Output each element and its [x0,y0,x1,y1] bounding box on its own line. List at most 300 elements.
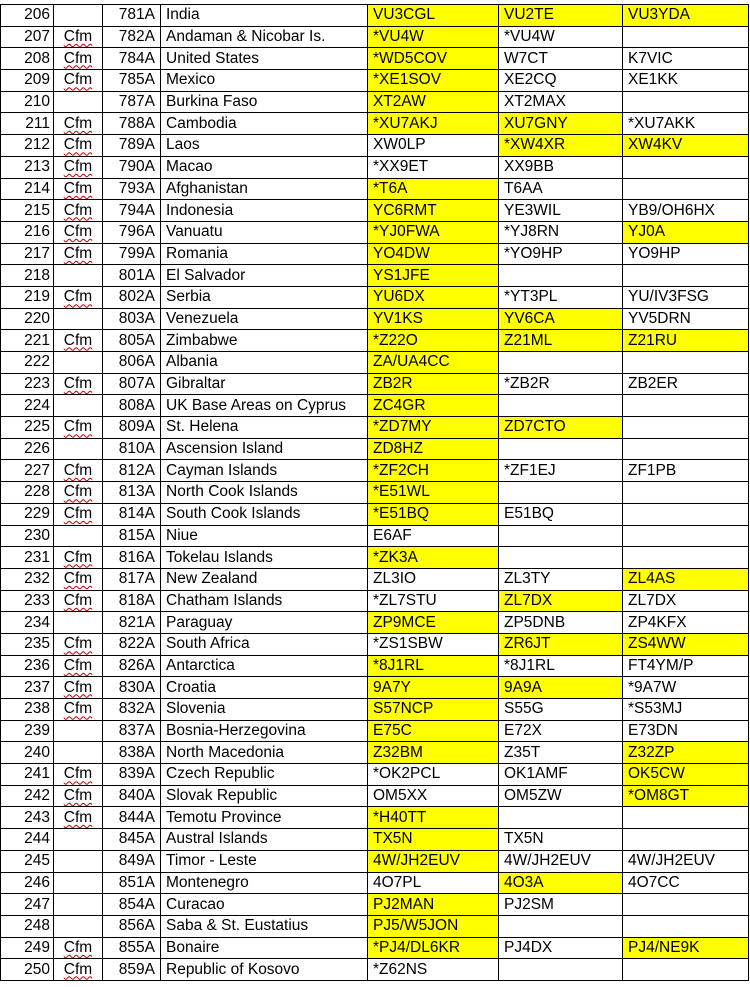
entity-number-cell: 247 [1,894,54,916]
table-row [1,764,749,786]
callsign-cell-2: E51BQ [499,503,623,525]
prefix-code-cell: 814A [103,503,161,525]
prefix-code-cell: 851A [103,872,161,894]
entity-name-cell: Vanuatu [161,221,368,243]
table-row [1,525,749,547]
callsign-cell-1: YV1KS [368,308,499,330]
prefix-code-cell: 832A [103,699,161,721]
entity-number-cell: 248 [1,915,54,937]
callsign-cell-3 [623,178,749,200]
entity-number-cell: 228 [1,482,54,504]
prefix-code-cell: 808A [103,395,161,417]
callsign-cell-2: W7CT [499,48,623,70]
confirmed-mark: Cfm [63,505,93,523]
callsign-cell-3: YU/IV3FSG [623,286,749,308]
entity-number-cell: 233 [1,590,54,612]
table-row [1,438,749,460]
entity-number-cell: 244 [1,829,54,851]
table-row [1,829,749,851]
table-row [1,872,749,894]
callsign-cell-2: T6AA [499,178,623,200]
entity-name-cell: Austral Islands [161,829,368,851]
callsign-cell-3 [623,265,749,287]
entity-number-cell: 215 [1,200,54,222]
entity-name-cell: North Cook Islands [161,482,368,504]
prefix-code-cell: 789A [103,135,161,157]
callsign-cell-1: YO4DW [368,243,499,265]
callsign-cell-1: *ZF2CH [368,460,499,482]
callsign-cell-3: *9A7W [623,677,749,699]
callsign-cell-2: *ZF1EJ [499,460,623,482]
confirmed-mark: Cfm [63,71,93,89]
callsign-cell-2: ZP5DNB [499,612,623,634]
callsign-cell-2: VU2TE [499,5,623,27]
callsign-cell-2 [499,438,623,460]
callsign-cell-2: 4W/JH2EUV [499,850,623,872]
entity-name-cell: New Zealand [161,568,368,590]
prefix-code-cell: 821A [103,612,161,634]
callsign-cell-1: ZL3IO [368,568,499,590]
callsign-cell-3 [623,395,749,417]
entity-number-cell: 249 [1,937,54,959]
confirmed-cell [54,113,103,135]
table-row [1,915,749,937]
confirmed-cell [54,525,103,547]
confirmed-mark: Cfm [63,960,93,978]
callsign-cell-1: *E51WL [368,482,499,504]
entity-number-cell: 230 [1,525,54,547]
entity-name-cell: El Salvador [161,265,368,287]
callsign-cell-2: XT2MAX [499,91,623,113]
table-row [1,785,749,807]
callsign-cell-3: ZL7DX [623,590,749,612]
prefix-code-cell: 830A [103,677,161,699]
callsign-cell-2: *YT3PL [499,286,623,308]
prefix-code-cell: 845A [103,829,161,851]
table-body [1,5,749,981]
callsign-cell-2: 9A9A [499,677,623,699]
entity-number-cell: 210 [1,91,54,113]
entity-name-cell: North Macedonia [161,742,368,764]
entity-name-cell: Czech Republic [161,764,368,786]
callsign-cell-2: TX5N [499,829,623,851]
entity-name-cell: UK Base Areas on Cyprus [161,395,368,417]
confirmed-mark: Cfm [63,787,93,805]
callsign-cell-1: VU3CGL [368,5,499,27]
callsign-cell-1: YU6DX [368,286,499,308]
callsign-cell-1: *XU7AKJ [368,113,499,135]
table-row [1,894,749,916]
callsign-cell-2: S55G [499,699,623,721]
entity-number-cell: 245 [1,850,54,872]
prefix-code-cell: 816A [103,547,161,569]
callsign-cell-3: *OM8GT [623,785,749,807]
entity-number-cell: 237 [1,677,54,699]
prefix-code-cell: 799A [103,243,161,265]
callsign-cell-3: YB9/OH6HX [623,200,749,222]
prefix-code-cell: 794A [103,200,161,222]
entity-name-cell: Indonesia [161,200,368,222]
prefix-code-cell: 796A [103,221,161,243]
callsign-cell-1: *PJ4/DL6KR [368,937,499,959]
entity-number-cell: 217 [1,243,54,265]
callsign-cell-3 [623,894,749,916]
callsign-cell-2: *ZB2R [499,373,623,395]
prefix-code-cell: 840A [103,785,161,807]
prefix-code-cell: 838A [103,742,161,764]
callsign-cell-3 [623,438,749,460]
entity-number-cell: 224 [1,395,54,417]
callsign-cell-3: OK5CW [623,764,749,786]
callsign-cell-1: S57NCP [368,699,499,721]
confirmed-cell [54,633,103,655]
callsign-cell-3 [623,959,749,981]
confirmed-cell [54,243,103,265]
entity-number-cell: 222 [1,352,54,374]
prefix-code-cell: 782A [103,26,161,48]
entity-number-cell: 206 [1,5,54,27]
callsign-cell-3 [623,352,749,374]
confirmed-mark: Cfm [63,114,93,132]
callsign-cell-3: PJ4/NE9K [623,937,749,959]
entity-name-cell: Slovak Republic [161,785,368,807]
entity-number-cell: 211 [1,113,54,135]
confirmed-mark: Cfm [63,461,93,479]
table-row [1,26,749,48]
callsign-cell-3: ZL4AS [623,568,749,590]
confirmed-mark: Cfm [63,635,93,653]
confirmed-mark: Cfm [63,808,93,826]
entity-name-cell: Gibraltar [161,373,368,395]
entity-name-cell: Curacao [161,894,368,916]
prefix-code-cell: 837A [103,720,161,742]
prefix-code-cell: 813A [103,482,161,504]
callsign-cell-2 [499,352,623,374]
prefix-code-cell: 793A [103,178,161,200]
callsign-cell-3: VU3YDA [623,5,749,27]
confirmed-cell [54,612,103,634]
confirmed-cell [54,677,103,699]
entity-number-cell: 212 [1,135,54,157]
callsign-cell-1: E75C [368,720,499,742]
callsign-cell-2: Z35T [499,742,623,764]
prefix-code-cell: 806A [103,352,161,374]
entity-number-cell: 218 [1,265,54,287]
confirmed-mark: Cfm [63,548,93,566]
table-row [1,5,749,27]
callsign-cell-3 [623,482,749,504]
table-row [1,655,749,677]
entity-name-cell: Saba & St. Eustatius [161,915,368,937]
entity-name-cell: Macao [161,156,368,178]
callsign-cell-3: Z21RU [623,330,749,352]
confirmed-cell [54,590,103,612]
confirmed-cell [54,937,103,959]
callsign-cell-2: *YJ8RN [499,221,623,243]
entity-number-cell: 227 [1,460,54,482]
confirmed-mark: Cfm [63,570,93,588]
confirmed-cell [54,655,103,677]
table-row [1,612,749,634]
confirmed-cell [54,178,103,200]
entity-number-cell: 246 [1,872,54,894]
callsign-cell-3: FT4YM/P [623,655,749,677]
prefix-code-cell: 788A [103,113,161,135]
entity-number-cell: 250 [1,959,54,981]
prefix-code-cell: 856A [103,915,161,937]
callsign-cell-2 [499,959,623,981]
callsign-cell-1: 4W/JH2EUV [368,850,499,872]
entity-number-cell: 234 [1,612,54,634]
table-row [1,265,749,287]
callsign-cell-3: ZF1PB [623,460,749,482]
prefix-code-cell: 854A [103,894,161,916]
callsign-cell-1: 9A7Y [368,677,499,699]
callsign-cell-1: XT2AW [368,91,499,113]
callsign-cell-1: *ZS1SBW [368,633,499,655]
callsign-cell-1: Z32BM [368,742,499,764]
confirmed-cell [54,568,103,590]
entity-name-cell: Andaman & Nicobar Is. [161,26,368,48]
entity-name-cell: Chatham Islands [161,590,368,612]
callsign-cell-1: *E51BQ [368,503,499,525]
callsign-cell-1: 4O7PL [368,872,499,894]
confirmed-cell [54,417,103,439]
entity-name-cell: Slovenia [161,699,368,721]
callsign-cell-3: ZB2ER [623,373,749,395]
entity-number-cell: 232 [1,568,54,590]
callsign-cell-1: *ZK3A [368,547,499,569]
callsign-cell-1: *H40TT [368,807,499,829]
callsign-cell-2: *XW4XR [499,135,623,157]
callsign-cell-3 [623,417,749,439]
prefix-code-cell: 810A [103,438,161,460]
entity-number-cell: 208 [1,48,54,70]
confirmed-cell [54,547,103,569]
callsign-cell-2: XE2CQ [499,70,623,92]
callsign-cell-3 [623,156,749,178]
entity-name-cell: Antarctica [161,655,368,677]
table-row [1,156,749,178]
callsign-cell-2: YV6CA [499,308,623,330]
confirmed-cell [54,807,103,829]
table-row [1,568,749,590]
entity-name-cell: Laos [161,135,368,157]
confirmed-cell [54,265,103,287]
confirmed-cell [54,286,103,308]
callsign-cell-1: XW0LP [368,135,499,157]
confirmed-mark: Cfm [63,223,93,241]
callsign-cell-2 [499,482,623,504]
confirmed-mark: Cfm [63,244,93,262]
entity-name-cell: Temotu Province [161,807,368,829]
entity-name-cell: United States [161,48,368,70]
prefix-code-cell: 790A [103,156,161,178]
callsign-cell-1: ZD8HZ [368,438,499,460]
callsign-cell-2 [499,265,623,287]
table-row [1,178,749,200]
confirmed-cell [54,699,103,721]
table-row [1,373,749,395]
callsign-cell-1: ZA/UA4CC [368,352,499,374]
confirmed-mark: Cfm [63,656,93,674]
entity-number-cell: 241 [1,764,54,786]
confirmed-cell [54,26,103,48]
confirmed-cell [54,503,103,525]
callsign-cell-3 [623,807,749,829]
callsign-cell-2: *VU4W [499,26,623,48]
table-row [1,352,749,374]
confirmed-cell [54,352,103,374]
callsign-cell-3: Z32ZP [623,742,749,764]
callsign-cell-1: YS1JFE [368,265,499,287]
confirmed-mark: Cfm [63,678,93,696]
callsign-cell-3 [623,91,749,113]
confirmed-mark: Cfm [63,591,93,609]
table-row [1,330,749,352]
callsign-cell-1: *Z22O [368,330,499,352]
callsign-cell-2: XX9BB [499,156,623,178]
entity-name-cell: Montenegro [161,872,368,894]
callsign-cell-2: ZD7CTO [499,417,623,439]
entity-name-cell: Cayman Islands [161,460,368,482]
callsign-cell-3: *XU7AKK [623,113,749,135]
prefix-code-cell: 807A [103,373,161,395]
confirmed-cell [54,135,103,157]
table-row [1,547,749,569]
confirmed-cell [54,894,103,916]
table-row [1,633,749,655]
entity-number-cell: 223 [1,373,54,395]
prefix-code-cell: 818A [103,590,161,612]
entity-name-cell: Paraguay [161,612,368,634]
callsign-cell-3 [623,915,749,937]
callsign-cell-2: ZL3TY [499,568,623,590]
table-row [1,48,749,70]
confirmed-cell [54,70,103,92]
table-row [1,221,749,243]
table-row [1,135,749,157]
confirmed-mark: Cfm [63,483,93,501]
confirmed-cell [54,785,103,807]
prefix-code-cell: 839A [103,764,161,786]
prefix-code-cell: 859A [103,959,161,981]
table-row [1,503,749,525]
entity-name-cell: Niue [161,525,368,547]
entity-number-cell: 235 [1,633,54,655]
confirmed-mark: Cfm [63,28,93,46]
confirmed-cell [54,200,103,222]
callsign-cell-1: *WD5COV [368,48,499,70]
callsign-cell-2: XU7GNY [499,113,623,135]
callsign-cell-3: XE1KK [623,70,749,92]
callsign-cell-2: YE3WIL [499,200,623,222]
callsign-cell-1: *YJ0FWA [368,221,499,243]
entity-number-cell: 231 [1,547,54,569]
callsign-cell-3 [623,26,749,48]
entity-name-cell: Serbia [161,286,368,308]
prefix-code-cell: 855A [103,937,161,959]
confirmed-mark: Cfm [63,136,93,154]
callsign-cell-2: 4O3A [499,872,623,894]
dxcc-table [0,4,749,981]
callsign-cell-1: ZP9MCE [368,612,499,634]
entity-name-cell: Cambodia [161,113,368,135]
entity-name-cell: Timor - Leste [161,850,368,872]
callsign-cell-1: ZC4GR [368,395,499,417]
callsign-cell-2: *8J1RL [499,655,623,677]
prefix-code-cell: 822A [103,633,161,655]
table-row [1,590,749,612]
callsign-cell-2: *YO9HP [499,243,623,265]
entity-number-cell: 220 [1,308,54,330]
callsign-cell-1: *T6A [368,178,499,200]
callsign-cell-2 [499,547,623,569]
confirmed-mark: Cfm [63,331,93,349]
table-row [1,742,749,764]
callsign-cell-2: OK1AMF [499,764,623,786]
confirmed-cell [54,308,103,330]
prefix-code-cell: 787A [103,91,161,113]
entity-number-cell: 221 [1,330,54,352]
entity-name-cell: Burkina Faso [161,91,368,113]
prefix-code-cell: 785A [103,70,161,92]
confirmed-cell [54,872,103,894]
table-row [1,720,749,742]
entity-name-cell: St. Helena [161,417,368,439]
callsign-cell-2 [499,395,623,417]
table-row [1,959,749,981]
entity-name-cell: Croatia [161,677,368,699]
confirmed-cell [54,221,103,243]
callsign-cell-3: ZP4KFX [623,612,749,634]
prefix-code-cell: 817A [103,568,161,590]
table-row [1,677,749,699]
table-row [1,937,749,959]
callsign-cell-1: *XX9ET [368,156,499,178]
callsign-cell-2: ZL7DX [499,590,623,612]
confirmed-cell [54,330,103,352]
callsign-cell-2: OM5ZW [499,785,623,807]
entity-name-cell: South Africa [161,633,368,655]
table-row [1,395,749,417]
callsign-cell-3: XW4KV [623,135,749,157]
entity-name-cell: Romania [161,243,368,265]
entity-number-cell: 238 [1,699,54,721]
confirmed-mark: Cfm [63,375,93,393]
entity-number-cell: 213 [1,156,54,178]
callsign-cell-1: PJ2MAN [368,894,499,916]
table-row [1,200,749,222]
confirmed-cell [54,915,103,937]
callsign-cell-1: *OK2PCL [368,764,499,786]
confirmed-cell [54,460,103,482]
callsign-cell-1: YC6RMT [368,200,499,222]
entity-number-cell: 216 [1,221,54,243]
confirmed-cell [54,720,103,742]
entity-name-cell: Venezuela [161,308,368,330]
confirmed-mark: Cfm [63,158,93,176]
callsign-cell-2: Z21ML [499,330,623,352]
callsign-cell-3 [623,829,749,851]
entity-name-cell: Zimbabwe [161,330,368,352]
callsign-cell-1: *ZD7MY [368,417,499,439]
callsign-cell-3: YJ0A [623,221,749,243]
callsign-cell-1: *8J1RL [368,655,499,677]
table-row [1,286,749,308]
table-row [1,807,749,829]
confirmed-mark: Cfm [63,700,93,718]
